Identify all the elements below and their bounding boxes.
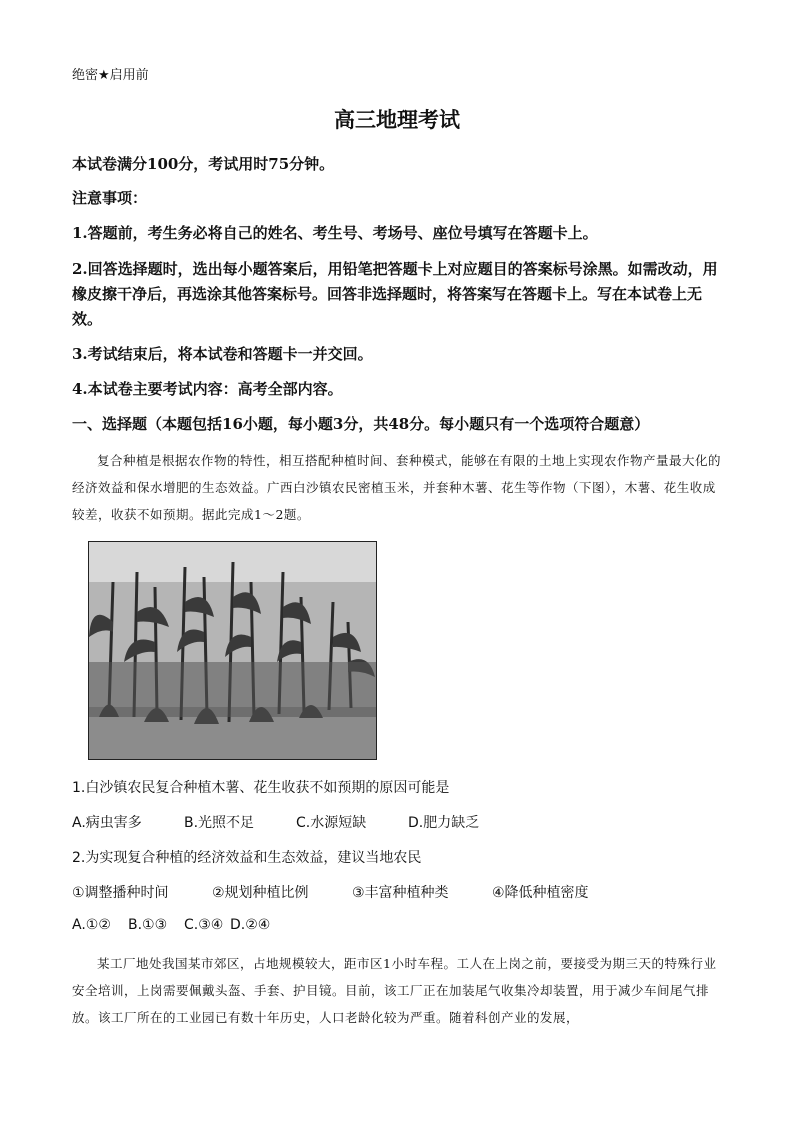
q2-option-a[interactable]: A.①② — [72, 917, 111, 933]
score-time-line: 本试卷满分100分，考试用时75分钟。 — [72, 155, 335, 173]
q2-items — [72, 882, 589, 902]
q1-option-c[interactable]: C.水源短缺 — [296, 815, 367, 831]
note-1: 1.答题前，考生务必将自己的姓名、考生号、考场号、座位号填写在答题卡上。 — [72, 224, 598, 242]
q2-option-b[interactable]: B.①③ — [128, 917, 168, 933]
q2-option-c[interactable]: C.③④ — [184, 917, 224, 933]
exam-title: 高三地理考试 — [334, 108, 460, 132]
q2-item-1: ①调整播种时间 — [72, 885, 169, 901]
corn-field-photo — [88, 541, 377, 760]
note-3: 3.考试结束后，将本试卷和答题卡一并交回。 — [72, 345, 373, 363]
q1-option-b[interactable]: B.光照不足 — [184, 815, 255, 831]
q1-option-d[interactable]: D.肥力缺乏 — [408, 815, 480, 831]
q2-options — [72, 917, 270, 933]
confidential-label: 绝密★启用前 — [72, 68, 149, 83]
passage-2: 某工厂地处我国某市郊区，占地规模较大，距市区1小时车程。工人在上岗之前，要接受为期三天的特殊行业安全培训，上岗需要佩戴头盔、手套、护目镜。目前，该工厂正在加装尾气收集冷却装置，用于减少车间尾气排放。该工厂所在的工业园已有数十年历史，人口老龄化较为严重。随着科创产业的发展， — [72, 956, 717, 1025]
q2-stem: 2.为实现复合种植的经济效益和生态效益，建议当地农民 — [72, 850, 422, 866]
note-2: 2.回答选择题时，选出每小题答案后，用铅笔把答题卡上对应题目的答案标号涂黑。如需改动，用橡皮擦干净后，再选涂其他答案标号。回答非选择题时，将答案写在答题卡上。写在本试卷上无效。 — [72, 260, 718, 328]
note-4: 4.本试卷主要考试内容：高考全部内容。 — [72, 380, 343, 398]
q1-options — [72, 812, 479, 832]
passage-1: 复合种植是根据农作物的特性，相互搭配种植时间、套种模式，能够在有限的土地上实现农作物产量最大化的经济效益和保水增肥的生态效益。广西白沙镇农民密植玉米，并套种木薯、花生等作物（下图），木薯、花生收成较差，收获不如预期。据此完成1～2题。 — [72, 453, 722, 522]
section-heading: 一、选择题（本题包括16小题，每小题3分，共48分。每小题只有一个选项符合题意） — [72, 415, 650, 433]
q2-item-4: ④降低种植密度 — [492, 885, 589, 901]
q1-option-a[interactable]: A.病虫害多 — [72, 815, 142, 831]
q2-item-2: ②规划种植比例 — [212, 885, 309, 901]
q2-item-3: ③丰富种植种类 — [352, 885, 449, 901]
q2-option-d[interactable]: D.②④ — [230, 917, 271, 933]
q1-stem: 1.白沙镇农民复合种植木薯、花生收获不如预期的原因可能是 — [72, 780, 450, 796]
notice-heading: 注意事项： — [72, 189, 148, 207]
